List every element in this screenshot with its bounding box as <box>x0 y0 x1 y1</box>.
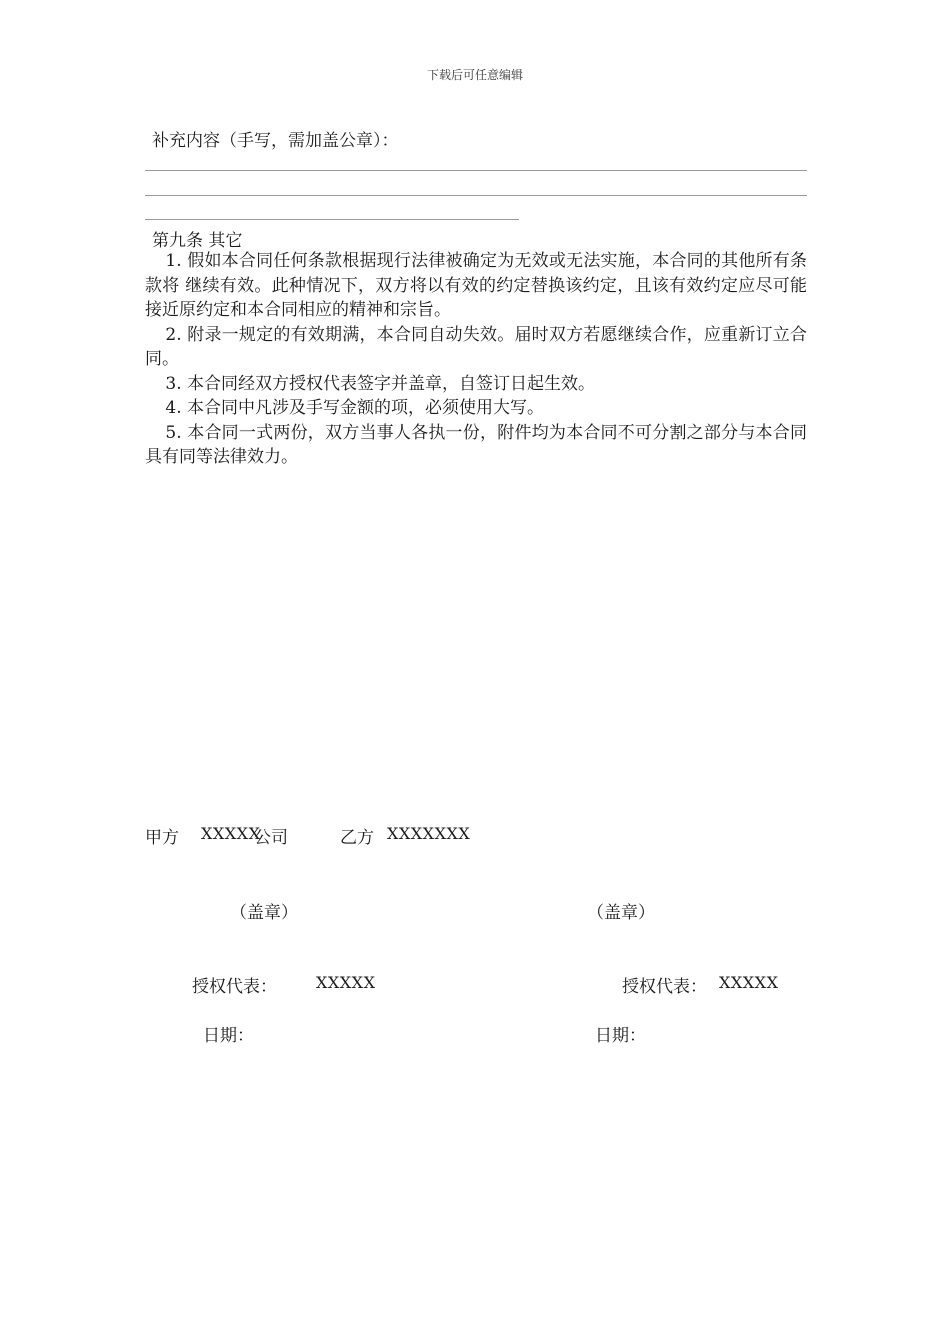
rep-b-value: XXXXX <box>719 973 779 992</box>
seal-b-placeholder: （盖章） <box>587 903 655 923</box>
party-a-suffix: 公司 <box>254 828 288 848</box>
rep-a-value: XXXXX <box>316 973 376 992</box>
clause-item: 4. 本合同中凡涉及手写金额的项，必须使用大写。 <box>165 398 545 418</box>
handwriting-line-2 <box>145 195 807 196</box>
clause-list <box>145 249 807 470</box>
date-a-label: 日期： <box>203 1026 254 1046</box>
party-a-label: 甲方 <box>145 828 179 848</box>
rep-a-label: 授权代表： <box>192 977 277 997</box>
clause-item: 2. 附录一规定的有效期满，本合同自动失效。届时双方若愿继续合作，应重新订立合同。 <box>145 324 807 369</box>
date-b-label: 日期： <box>595 1026 646 1046</box>
rep-b-label: 授权代表： <box>622 977 707 997</box>
party-b-name: XXXXXXX <box>387 824 471 843</box>
handwriting-line-3 <box>145 219 519 220</box>
clause-item: 3. 本合同经双方授权代表签字并盖章，自签订日起生效。 <box>165 373 596 394</box>
clause-item: 1. 假如本合同任何条款根据现行法律被确定为无效或无法实施，本合同的其他所有条款将 继续有效。此种情况下，双方将以有效的约定替换该约定，且该有效约定应尽可能接近原约定和本合同相应的精神和宗旨。 <box>145 251 807 320</box>
header-note: 下载后可任意编辑 <box>426 68 523 82</box>
handwriting-line-1 <box>145 170 807 171</box>
clause-item: 5. 本合同一式两份，双方当事人各执一份，附件均为本合同不可分割之部分与本合同具有同等法律效力。 <box>145 422 807 467</box>
party-a-name: XXXXX <box>201 824 261 843</box>
party-b-label: 乙方 <box>340 828 374 848</box>
supplement-label: 补充内容（手写，需加盖公章）： <box>152 131 399 151</box>
article-title: 第九条 其它 <box>152 231 243 251</box>
seal-a-placeholder: （盖章） <box>230 903 298 923</box>
